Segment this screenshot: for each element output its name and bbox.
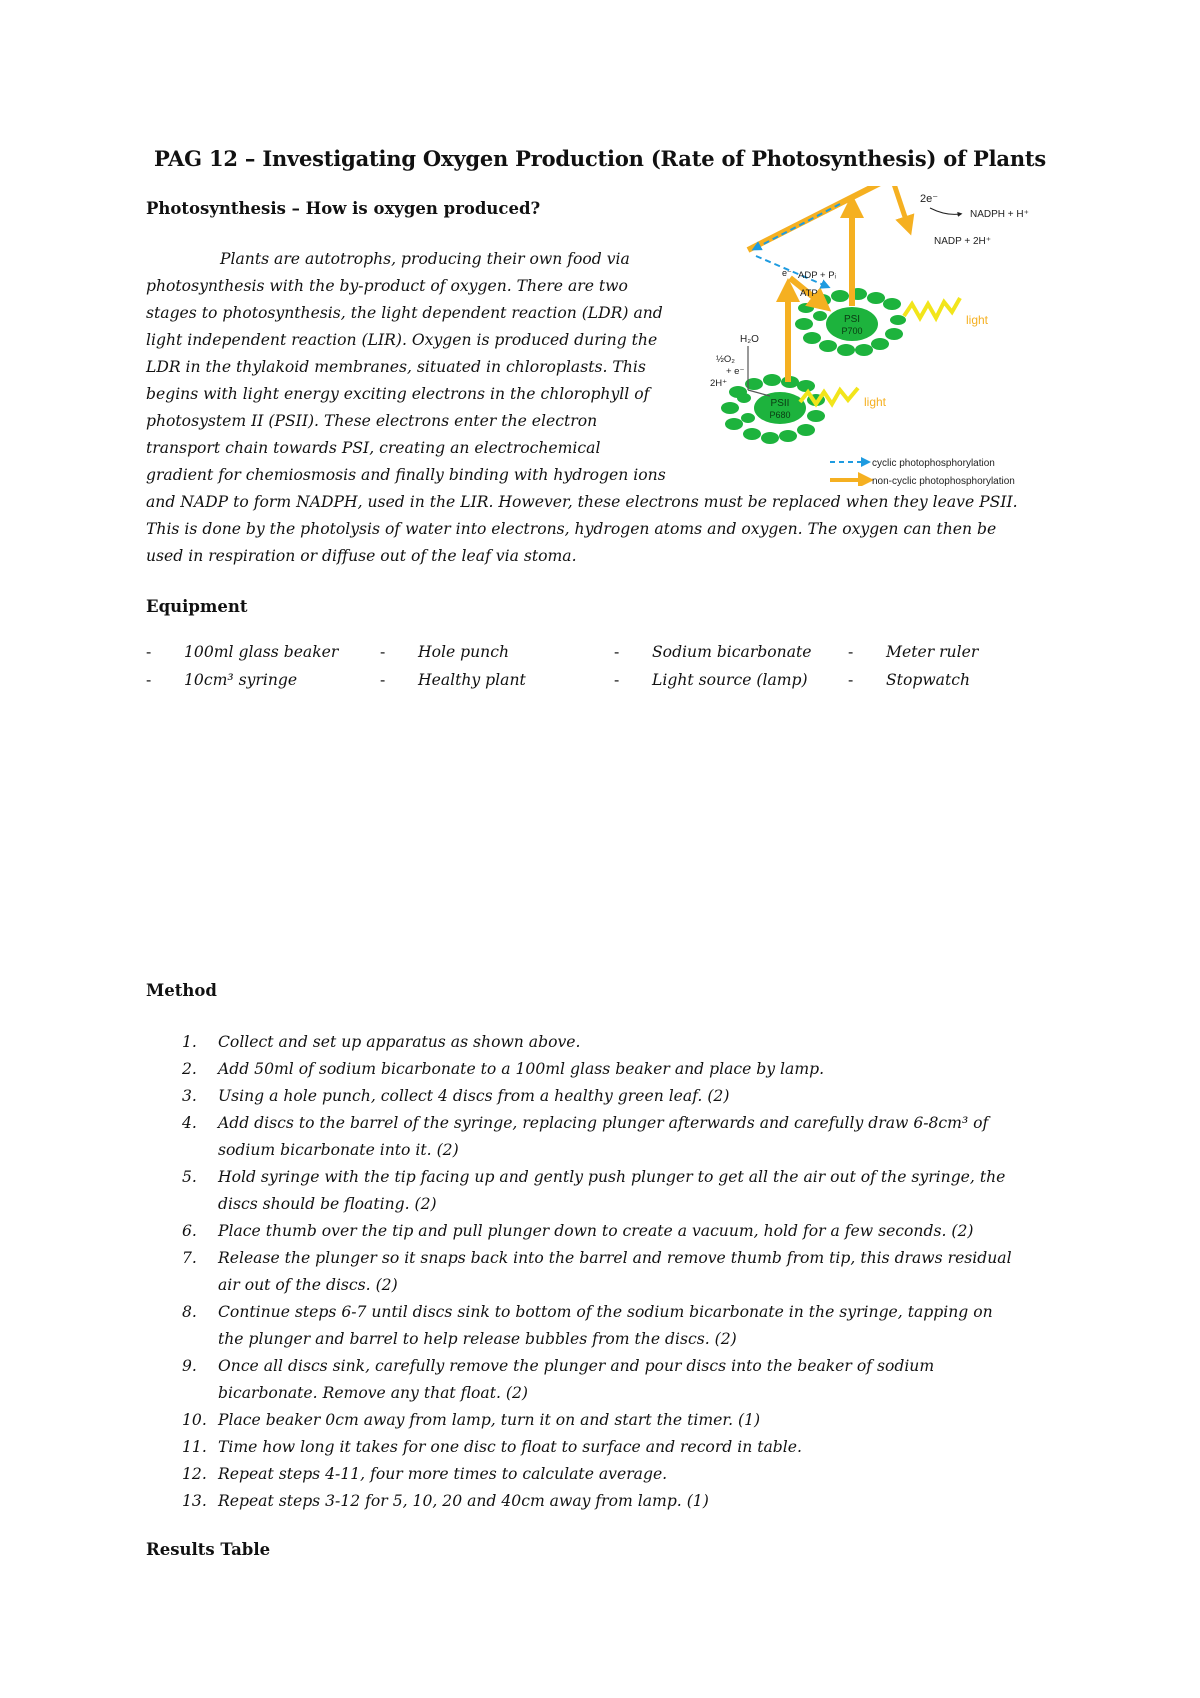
- method-step: [146, 1434, 1066, 1461]
- step-text: [218, 1083, 1066, 1110]
- step-line: Using a hole punch, collect 4 discs from a healthy green leaf. (2): [218, 1087, 730, 1105]
- document-page: PAG 12 – Investigating Oxygen Production (Rate of Photosynthesis) of Plants Photosynthesis – How is oxygen produced? Plants are autotrophs, producing their own food via photosynthesis with the by-product of oxygen. There are two stages to photosynthesis, the light dependent reaction (LDR) and light independent reaction (LIR). Oxygen is produced during the LDR in the thylakoid membranes, situated in chloroplasts. This begins with light energy exciting electrons in the chlorophyll of photosystem II (PSII). These electrons enter the electron transport chain towards PSI, creating an electrochemical gradient for chemiosmosis and finally binding with hydrogen ions and NADP to form NADPH, used in the LIR. However, these electrons must be replaced when they leave PSII. This is done by the photolysis of water into electrons, hydrogen atoms and oxygen. The oxygen can then be used in respiration or diffuse out of the leaf via stoma. PSII P680 PSI P700 light light 2e⁻ NADPH + H⁺ NADP + 2H⁺ ADP + Pᵢ ATP e⁻ H₂O ½O₂ + e⁻ 2H⁺ cyclic photophosphorylation non-cyclic photophosphorylation Equipment - 100ml glass beaker - Hole punch - Sodium bicarbonate - Meter ruler - 10cm³ syringe - Healthy plant - Light source (lamp) - Stopwatch Method 1. Collect and set up apparatus as shown above. 2. Add 50ml of sodium bicarbonate to a 100ml glass beaker and place by lamp. 3. Using a hole punch, collect 4 discs from a healthy green leaf. (2) 4. Add discs to the barrel of the syringe, replacing plunger afterwards and carefully draw 6-8cm³ of sodium bicarbonate into it. (2) 5. Hold syringe with the tip facing up and gently push plunger to get all the air out of the syringe, the discs should be floating. (2) 6. Place thumb over the tip and pull plunger down to create a vacuum, hold for a few seconds. (2) 7. Release the plunger so it snaps back into the barrel and remove thumb from tip, this draws residual air out of the discs. (2) 8. Continue steps 6-7 until discs sink to bottom of the sodium bicarbonate in the syringe, tapping on the plunger and barrel to help release bubbles from the discs. (2) 9. Once all discs sink, carefully remove the plunger and pour discs into the beaker of sodium bicarbonate. Remove any that float. (2) 10. Place beaker 0cm away from lamp, turn it on and start the timer. (1) 11. Time how long it takes for one disc to float to surface and record in table. 12. Repeat steps 4-11, four more times to calculate average. 13. Repeat steps 3-12 for 5, 10, 20 and 40cm away from lamp. (1) Results Table: [0, 0, 1200, 1698]
- step-number: 2.: [182, 1060, 197, 1078]
- step-line: Release the plunger so it snaps back into the barrel and remove thumb from tip, this draws residual: [218, 1249, 1012, 1267]
- step-number: 4.: [182, 1114, 197, 1132]
- step-number: 6.: [182, 1222, 197, 1240]
- nadph-label: NADPH + H⁺: [970, 209, 1029, 220]
- step-number: 12.: [182, 1465, 207, 1483]
- step-line: Hold syringe with the tip facing up and gently push plunger to get all the air out of the syringe, the: [218, 1168, 1006, 1186]
- step-line: discs should be floating. (2): [218, 1195, 437, 1213]
- atp-label: ATP: [800, 288, 818, 299]
- water-label: H₂O: [740, 334, 759, 345]
- step-line: Add discs to the barrel of the syringe, replacing plunger afterwards and carefully draw 6-8cm³ of: [218, 1114, 989, 1132]
- results-heading: Results Table: [146, 1540, 271, 1559]
- step-text: [218, 1110, 1066, 1164]
- intro-line: begins with light energy exciting electrons in the chlorophyll of: [146, 385, 650, 403]
- light-label-psii: light: [864, 395, 887, 409]
- legend-cyclic: cyclic photophosphorylation: [872, 458, 995, 469]
- intro-line: transport chain towards PSI, creating an electrochemical: [146, 439, 601, 457]
- step-line: the plunger and barrel to help release bubbles from the discs. (2): [218, 1330, 737, 1348]
- intro-line: photosynthesis with the by-product of oxygen. There are two: [146, 277, 628, 295]
- step-number: 1.: [182, 1033, 197, 1051]
- method-step: [146, 1110, 1066, 1164]
- step-text: [218, 1056, 1066, 1083]
- step-line: Collect and set up apparatus as shown above.: [218, 1033, 581, 1051]
- step-text: [218, 1299, 1066, 1353]
- step-line: Once all discs sink, carefully remove the plunger and pour discs into the beaker of sodium: [218, 1357, 935, 1375]
- method-step: [146, 1029, 1066, 1056]
- step-number: 7.: [182, 1249, 197, 1267]
- step-text: [218, 1407, 1066, 1434]
- step-text: [218, 1164, 1066, 1218]
- intro-line: This is done by the photolysis of water into electrons, hydrogen atoms and oxygen. The oxygen can then be: [146, 520, 997, 538]
- method-heading: Method: [146, 981, 217, 1000]
- z-scheme-diagram: [708, 186, 1108, 486]
- intro-line: and NADP to form NADPH, used in the LIR. However, these electrons must be replaced when they leave PSII.: [146, 493, 1018, 511]
- electron-plus-label: + e⁻: [726, 366, 745, 377]
- psii-cluster: [721, 374, 825, 444]
- step-text: [218, 1488, 1066, 1515]
- method-list: [146, 1029, 1066, 1515]
- step-line: Place thumb over the tip and pull plunger down to create a vacuum, hold for a few seconds. (2): [218, 1222, 974, 1240]
- step-number: 11.: [182, 1438, 207, 1456]
- p700-label: P700: [841, 326, 863, 336]
- page-title: PAG 12 – Investigating Oxygen Production (Rate of Photosynthesis) of Plants: [153, 146, 1047, 171]
- step-text: [218, 1218, 1066, 1245]
- intro-line: photosystem II (PSII). These electrons enter the electron: [146, 412, 598, 430]
- step-line: Time how long it takes for one disc to float to surface and record in table.: [218, 1438, 802, 1456]
- psi-label: PSI: [843, 314, 861, 325]
- intro-line: used in respiration or diffuse out of the leaf via stoma.: [146, 547, 577, 565]
- hydrogen-ion-label: 2H⁺: [710, 378, 728, 389]
- method-step: [146, 1245, 1066, 1299]
- psii-label: PSII: [770, 398, 790, 409]
- method-step: [146, 1164, 1066, 1218]
- step-line: Add 50ml of sodium bicarbonate to a 100ml glass beaker and place by lamp.: [218, 1060, 825, 1078]
- method-step: [146, 1083, 1066, 1110]
- method-step: [146, 1218, 1066, 1245]
- step-text: [218, 1029, 1066, 1056]
- adp-label: ADP + Pᵢ: [798, 270, 837, 281]
- method-step: [146, 1461, 1066, 1488]
- step-text: [218, 1434, 1066, 1461]
- method-step: [146, 1488, 1066, 1515]
- nadp-label: NADP + 2H⁺: [934, 236, 992, 247]
- photosynthesis-heading: Photosynthesis – How is oxygen produced?: [146, 199, 541, 218]
- step-line: air out of the discs. (2): [218, 1276, 398, 1294]
- step-number: 3.: [182, 1087, 197, 1105]
- method-step: [146, 1353, 1066, 1407]
- step-text: [218, 1353, 1066, 1407]
- oxygen-label: ½O₂: [716, 354, 735, 365]
- step-number: 13.: [182, 1492, 207, 1510]
- method-step: [146, 1407, 1066, 1434]
- orange-upper-bar: [748, 186, 894, 250]
- electron-label: e⁻: [782, 268, 792, 278]
- method-step: [146, 1299, 1066, 1353]
- step-text: [218, 1245, 1066, 1299]
- nadp-reduction-arrow: [894, 186, 908, 226]
- step-line: Repeat steps 4-11, four more times to calculate average.: [218, 1465, 668, 1483]
- legend-noncyclic: non-cyclic photophosphorylation: [872, 476, 1015, 486]
- step-number: 8.: [182, 1303, 197, 1321]
- light-zigzag-icon: [904, 298, 960, 318]
- step-number: 5.: [182, 1168, 197, 1186]
- intro-line: LDR in the thylakoid membranes, situated in chloroplasts. This: [146, 358, 646, 376]
- light-label-psi: light: [966, 313, 989, 327]
- step-line: bicarbonate. Remove any that float. (2): [218, 1384, 529, 1402]
- step-line: Continue steps 6-7 until discs sink to bottom of the sodium bicarbonate in the syringe, tapping on: [218, 1303, 993, 1321]
- step-text: [218, 1461, 1066, 1488]
- intro-line: gradient for chemiosmosis and finally binding with hydrogen ions: [146, 466, 666, 484]
- step-number: 10.: [182, 1411, 207, 1429]
- step-number: 9.: [182, 1357, 197, 1375]
- p680-label: P680: [769, 410, 791, 420]
- intro-line: stages to photosynthesis, the light dependent reaction (LDR) and: [146, 304, 663, 322]
- two-electron-label: 2e⁻: [920, 193, 939, 205]
- equipment-heading: Equipment: [146, 597, 248, 616]
- step-line: Repeat steps 3-12 for 5, 10, 20 and 40cm away from lamp. (1): [218, 1492, 709, 1510]
- method-step: [146, 1056, 1066, 1083]
- intro-line: Plants are autotrophs, producing their own food via: [220, 250, 630, 268]
- step-line: Place beaker 0cm away from lamp, turn it on and start the timer. (1): [218, 1411, 761, 1429]
- intro-line: light independent reaction (LIR). Oxygen is produced during the: [146, 331, 658, 349]
- step-line: sodium bicarbonate into it. (2): [218, 1141, 459, 1159]
